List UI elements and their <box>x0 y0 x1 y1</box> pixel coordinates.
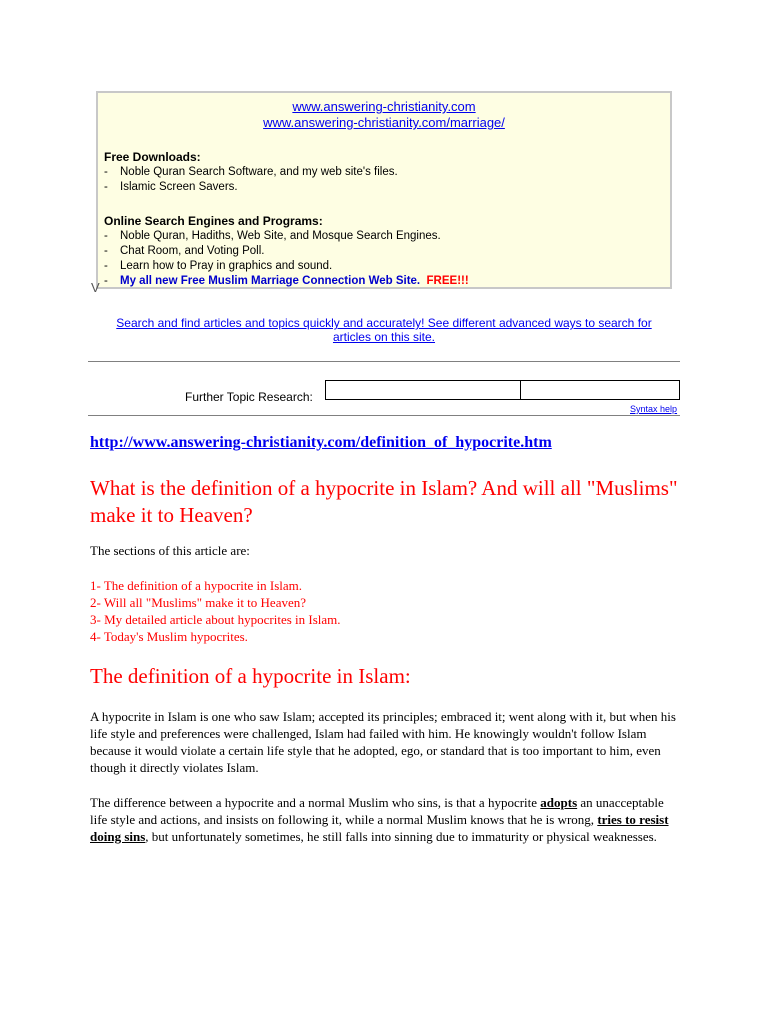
divider <box>88 361 680 362</box>
emphasis-resist: tries to resist doing sins <box>90 812 669 844</box>
section-heading: The definition of a hypocrite in Islam: <box>90 664 411 688</box>
section-list <box>90 577 341 645</box>
list-item: - Noble Quran, Hadiths, Web Site, and Mosque Search Engines. <box>104 230 441 242</box>
article-url-link[interactable]: http://www.answering-christianity.com/definition_of_hypocrite.htm <box>90 434 552 451</box>
article-title: What is the definition of a hypocrite in Islam? And will all "Muslims" make it to Heaven? <box>90 476 678 527</box>
list-item: - Learn how to Pray in graphics and sound. <box>104 260 333 272</box>
free-label: FREE!!! <box>426 275 469 287</box>
section-item[interactable]: 4- Today's Muslim hypocrites. <box>90 629 248 644</box>
engines-heading: Online Search Engines and Programs: <box>104 214 323 228</box>
engines-section <box>98 214 469 289</box>
marriage-link[interactable]: www.answering-christianity.com/marriage/ <box>263 115 505 130</box>
topic-research-label: Further Topic Research: <box>185 390 313 404</box>
sections-intro: The sections of this article are: <box>90 543 250 558</box>
list-item: - Chat Room, and Voting Poll. <box>104 245 265 257</box>
search-articles-link-container <box>96 316 672 344</box>
list-item: - Islamic Screen Savers. <box>104 181 238 193</box>
downloads-section <box>98 150 398 195</box>
cutoff-letter: V <box>91 280 100 295</box>
banner-links <box>98 99 670 131</box>
topic-search-input[interactable] <box>325 380 521 400</box>
section-item[interactable]: 1- The definition of a hypocrite in Islam. <box>90 578 303 593</box>
paragraph-2: The difference between a hypocrite and a normal Muslim who sins, is that a hypocrite adopts an unacceptable life style and actions, and insists on following it, while a normal Muslim knows that he is wrong, tries to resist doing sins, but unfortunately sometimes, he still falls into sinning due to immaturity or physical weaknesses. <box>90 795 669 844</box>
search-articles-link[interactable]: Search and find articles and topics quickly and accurately! See different advanced ways to search for articles on this site. <box>116 316 652 344</box>
syntax-help-link[interactable]: Syntax help <box>630 404 678 414</box>
paragraph-1: A hypocrite in Islam is one who saw Islam; accepted its principles; embraced it; went along with it, but when his life style and preferences were challenged, Islam had failed with him. He knowingly wouldn't follow Islam because it would violate a certain life style that he adopted, ego, or standard that is too important to him, even though it directly violates Islam. <box>90 709 676 775</box>
list-item: - My all new Free Muslim Marriage Connection Web Site. FREE!!! <box>104 275 469 287</box>
site-banner <box>96 91 672 289</box>
list-item: - Noble Quran Search Software, and my web site's files. <box>104 166 398 178</box>
section-item[interactable]: 2- Will all "Muslims" make it to Heaven? <box>90 595 307 610</box>
section-item[interactable]: 3- My detailed article about hypocrites in Islam. <box>90 612 341 627</box>
emphasis-adopts: adopts <box>540 795 578 810</box>
marriage-site-link[interactable]: My all new Free Muslim Marriage Connection Web Site. <box>120 275 421 287</box>
divider <box>88 415 680 416</box>
topic-search-button-field[interactable] <box>520 380 680 400</box>
downloads-heading: Free Downloads: <box>104 150 201 164</box>
home-link[interactable]: www.answering-christianity.com <box>292 99 476 114</box>
